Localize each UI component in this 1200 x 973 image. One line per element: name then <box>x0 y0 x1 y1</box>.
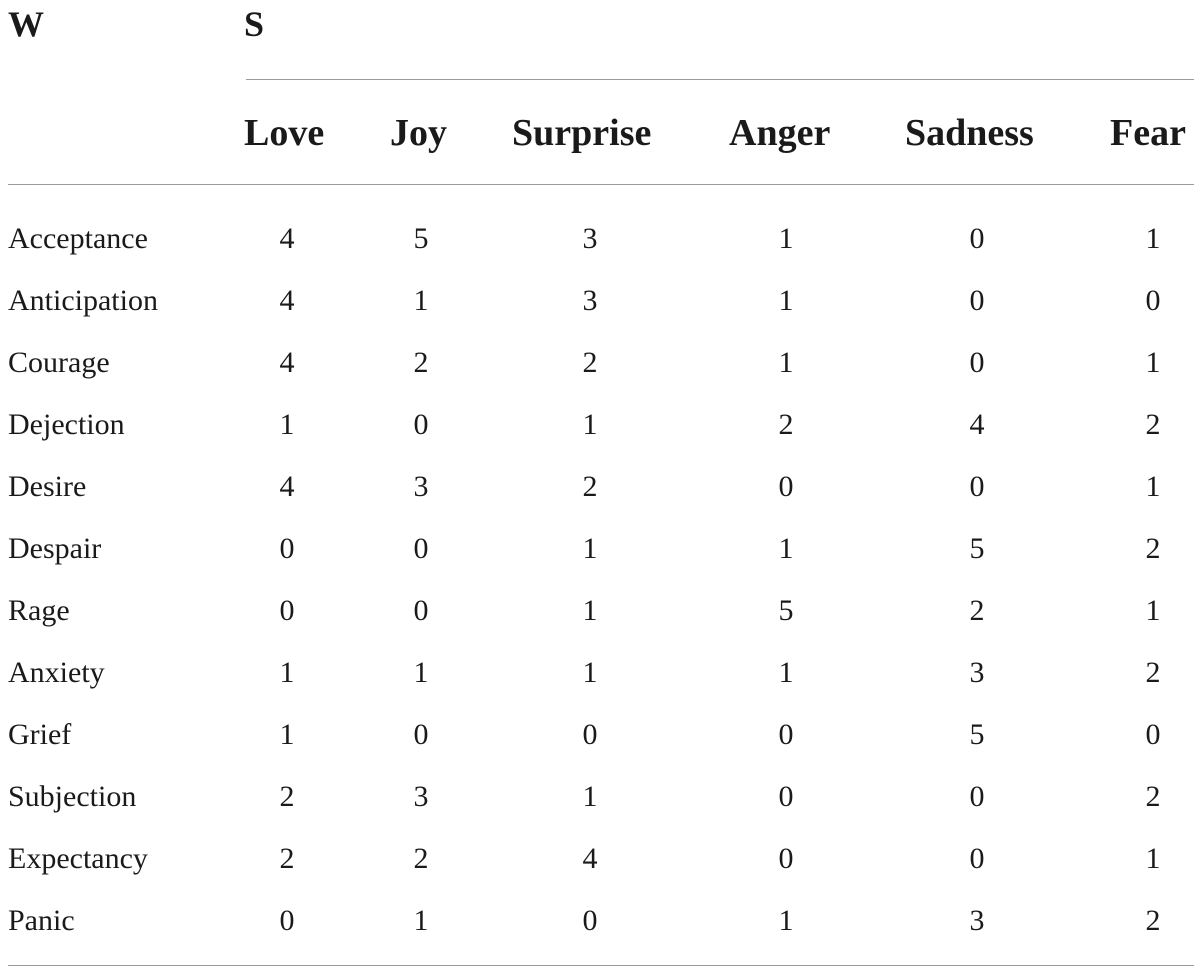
column-header-joy: Joy <box>390 112 447 154</box>
table-cell: 3 <box>582 222 598 255</box>
table-cell: 3 <box>413 470 429 503</box>
column-header-sadness: Sadness <box>905 112 1034 154</box>
table-cell: 1 <box>778 346 794 379</box>
table-cell: 1 <box>413 904 429 937</box>
table-row <box>0 890 1200 952</box>
table-cell: 0 <box>969 222 985 255</box>
table-cell: 2 <box>279 842 295 875</box>
table-cell: 2 <box>582 346 598 379</box>
table-cell: 1 <box>778 532 794 565</box>
table-cell: 1 <box>413 656 429 689</box>
row-label: Courage <box>8 346 110 379</box>
row-label: Acceptance <box>8 222 148 255</box>
table-cell: 0 <box>969 780 985 813</box>
row-label: Desire <box>8 470 87 503</box>
bottom-rule <box>8 965 1194 966</box>
table-cell: 5 <box>413 222 429 255</box>
table-cell: 1 <box>413 284 429 317</box>
column-header-surprise: Surprise <box>512 112 652 154</box>
table-row <box>0 580 1200 642</box>
table-cell: 1 <box>582 780 598 813</box>
table-row <box>0 456 1200 518</box>
table-cell: 3 <box>413 780 429 813</box>
table-cell: 4 <box>582 842 598 875</box>
table-cell: 1 <box>778 656 794 689</box>
row-label: Expectancy <box>8 842 148 875</box>
table-cell: 2 <box>413 842 429 875</box>
table-cell: 5 <box>778 594 794 627</box>
table-cell: 3 <box>969 904 985 937</box>
row-label: Dejection <box>8 408 125 441</box>
table-cell: 0 <box>778 718 794 751</box>
table-cell: 4 <box>279 346 295 379</box>
table-row <box>0 208 1200 270</box>
header-rule <box>8 184 1194 185</box>
table-cell: 4 <box>279 222 295 255</box>
table-cell: 1 <box>1145 470 1161 503</box>
table-cell: 0 <box>413 718 429 751</box>
table-cell: 0 <box>279 904 295 937</box>
table-cell: 2 <box>1145 656 1161 689</box>
table-row <box>0 766 1200 828</box>
table-cell: 0 <box>413 532 429 565</box>
table-cell: 4 <box>969 408 985 441</box>
table-cell: 2 <box>778 408 794 441</box>
table-cell: 1 <box>582 532 598 565</box>
table-cell: 1 <box>1145 842 1161 875</box>
table-cell: 1 <box>1145 346 1161 379</box>
row-label: Panic <box>8 904 75 937</box>
table-cell: 1 <box>279 408 295 441</box>
table-row <box>0 332 1200 394</box>
table-cell: 0 <box>969 346 985 379</box>
table-cell: 0 <box>279 594 295 627</box>
table-cell: 0 <box>969 842 985 875</box>
table-cell: 5 <box>969 718 985 751</box>
table-cell: 1 <box>279 718 295 751</box>
table-cell: 0 <box>1145 284 1161 317</box>
table-cell: 0 <box>969 470 985 503</box>
table-row <box>0 518 1200 580</box>
table-body <box>0 208 1200 952</box>
row-label: Grief <box>8 718 72 751</box>
table-cell: 1 <box>1145 594 1161 627</box>
table-cell: 5 <box>969 532 985 565</box>
table-row <box>0 642 1200 704</box>
table-cell: 0 <box>1145 718 1161 751</box>
table-cell: 0 <box>778 780 794 813</box>
table-cell: 0 <box>279 532 295 565</box>
table-cell: 1 <box>582 594 598 627</box>
table-cell: 2 <box>413 346 429 379</box>
table-cell: 1 <box>582 408 598 441</box>
table-cell: 2 <box>1145 408 1161 441</box>
table-cell: 0 <box>969 284 985 317</box>
table-cell: 2 <box>1145 904 1161 937</box>
table-cell: 4 <box>279 284 295 317</box>
table-cell: 1 <box>279 656 295 689</box>
table-cell: 0 <box>778 842 794 875</box>
table-cell: 3 <box>582 284 598 317</box>
row-label: Anxiety <box>8 656 105 689</box>
table-cell: 2 <box>969 594 985 627</box>
table-cell: 0 <box>778 470 794 503</box>
column-header-love: Love <box>244 112 325 154</box>
table-cell: 1 <box>778 222 794 255</box>
table-cell: 0 <box>413 594 429 627</box>
top-rule <box>246 79 1194 80</box>
table-cell: 4 <box>279 470 295 503</box>
table-cell: 1 <box>582 656 598 689</box>
row-label: Subjection <box>8 780 137 813</box>
table-cell: 0 <box>582 718 598 751</box>
table-cell: 1 <box>1145 222 1161 255</box>
column-header-fear: Fear <box>1110 112 1186 154</box>
table-cell: 2 <box>1145 780 1161 813</box>
table-row <box>0 394 1200 456</box>
row-label: Anticipation <box>8 284 158 317</box>
table-cell: 1 <box>778 284 794 317</box>
row-label: Rage <box>8 594 70 627</box>
column-header-anger: Anger <box>729 112 831 154</box>
table-cell: 2 <box>582 470 598 503</box>
table-cell: 3 <box>969 656 985 689</box>
header-row <box>0 108 1200 158</box>
column-group-label: S <box>244 4 265 44</box>
table-cell: 2 <box>279 780 295 813</box>
table-row <box>0 270 1200 332</box>
table-cell: 0 <box>582 904 598 937</box>
table-cell: 1 <box>778 904 794 937</box>
table-cell: 0 <box>413 408 429 441</box>
row-header-label: W <box>8 4 44 44</box>
row-label: Despair <box>8 532 102 565</box>
table-row <box>0 828 1200 890</box>
table-cell: 2 <box>1145 532 1161 565</box>
table-row <box>0 704 1200 766</box>
